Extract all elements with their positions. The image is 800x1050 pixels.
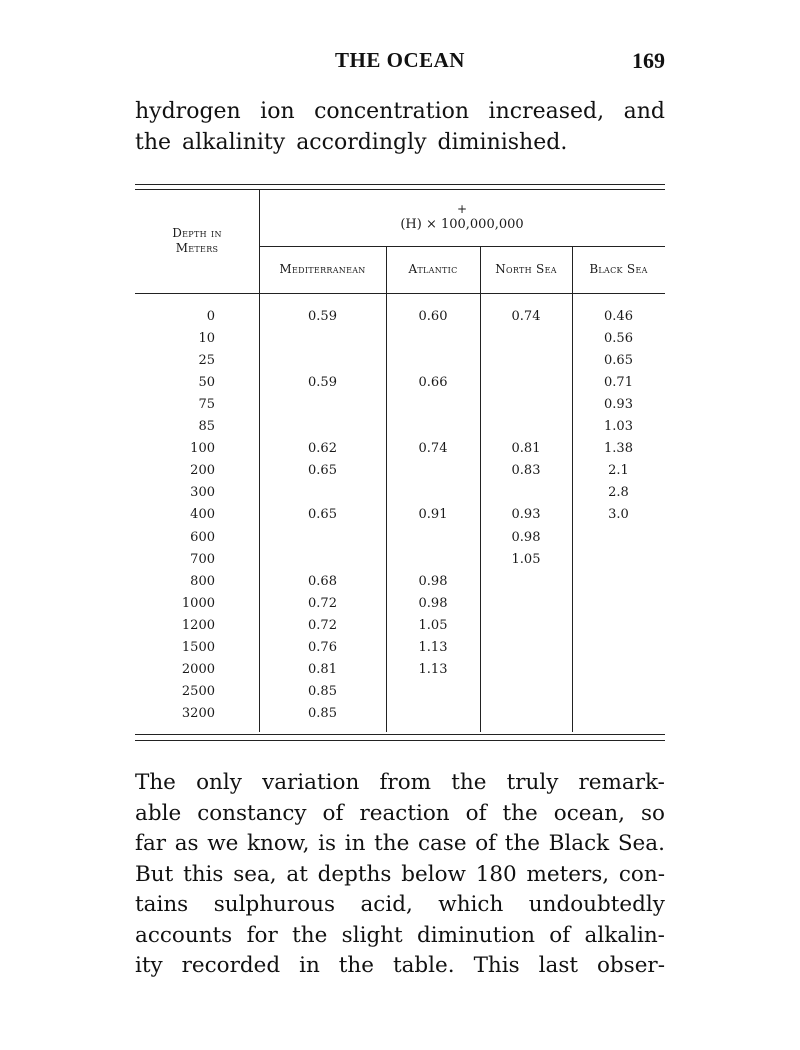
column-header-black-sea: Black Sea — [589, 262, 648, 276]
value-cell: 0.72 — [308, 595, 337, 611]
word: alkalin- — [584, 922, 665, 948]
depth-concentration-table — [135, 180, 665, 750]
word: increased, — [488, 99, 605, 124]
depth-cell: 75 — [198, 397, 215, 413]
word: is — [318, 831, 337, 856]
table-bottom-rule-2 — [135, 740, 665, 741]
value-cell: 0.46 — [604, 309, 633, 324]
word: of — [475, 831, 497, 856]
paragraph-top — [135, 96, 665, 158]
depth-cell: 25 — [198, 353, 215, 369]
depth-cell: 50 — [198, 375, 215, 391]
word: from — [379, 770, 432, 795]
word: the — [451, 770, 487, 795]
word: diminished. — [437, 130, 568, 155]
word: the — [292, 922, 328, 948]
word: the — [504, 831, 540, 856]
column-header-atlantic: Atlantic — [408, 262, 458, 276]
value-cell: 0.98 — [418, 595, 448, 611]
header-bottom-rule — [135, 293, 665, 294]
depth-cell: 85 — [198, 419, 215, 435]
column-divider-3 — [572, 246, 573, 732]
column-divider-1 — [386, 246, 387, 732]
word: of — [549, 922, 571, 948]
value-cell: 0.74 — [511, 309, 541, 324]
word: in — [344, 831, 366, 856]
depth-header-line2: Meters — [175, 241, 219, 255]
value-cell: 0.56 — [604, 331, 633, 347]
word: alkalinity — [182, 130, 286, 155]
depth-cell: 1200 — [181, 617, 215, 633]
word: last — [538, 953, 578, 978]
page-header — [135, 48, 665, 78]
value-cell: 0.74 — [418, 441, 448, 457]
running-title: THE OCEAN — [335, 48, 465, 72]
depth-cell: 800 — [190, 573, 215, 589]
depth-cell: 200 — [190, 463, 215, 479]
depth-cell: 400 — [190, 507, 215, 523]
word: ocean, — [553, 800, 625, 826]
value-cell: 0.93 — [511, 507, 541, 523]
value-cell: 0.59 — [308, 375, 337, 391]
word: know, — [246, 831, 310, 856]
value-cell: 0.66 — [418, 375, 448, 391]
word: table. — [392, 953, 455, 978]
value-cell: 1.03 — [604, 419, 633, 435]
paragraph-bottom — [135, 768, 665, 982]
word: the — [338, 953, 374, 978]
text-line — [135, 96, 665, 127]
text-line — [135, 951, 665, 982]
word: of — [465, 800, 487, 826]
value-cell: 0.65 — [604, 353, 633, 369]
value-cell: 0.81 — [511, 441, 541, 457]
value-cell: 0.59 — [308, 309, 337, 324]
value-cell: 2.8 — [608, 485, 629, 501]
word: con- — [618, 861, 665, 887]
word: far — [135, 831, 167, 856]
depth-column-divider — [259, 190, 260, 732]
depth-cell: 10 — [198, 331, 215, 347]
word: obser- — [596, 953, 665, 978]
page-number: 169 — [632, 48, 665, 73]
group-header-plus: + — [456, 202, 468, 216]
word: able — [135, 800, 182, 826]
word: for — [246, 922, 278, 948]
column-header-north-sea: North Sea — [495, 262, 557, 276]
word: which — [438, 892, 504, 917]
word: ion — [260, 99, 295, 124]
value-cell: 0.93 — [604, 397, 633, 413]
word: accordingly — [296, 130, 427, 155]
value-cell: 0.65 — [308, 463, 337, 479]
value-cell: 0.85 — [308, 705, 337, 721]
value-cell: 0.60 — [418, 309, 448, 324]
word: slight — [341, 922, 403, 948]
depth-cell: 2000 — [181, 661, 215, 677]
value-cell: 1.05 — [418, 617, 448, 633]
depth-cell: 1500 — [181, 639, 215, 655]
text-line — [135, 799, 665, 830]
value-cell: 2.1 — [608, 463, 629, 479]
word: recorded — [181, 953, 281, 978]
word: the — [502, 800, 538, 826]
value-cell: 1.13 — [418, 661, 448, 677]
depth-cell: 100 — [190, 441, 215, 457]
text-line — [135, 127, 665, 158]
word: below — [401, 861, 466, 887]
value-cell: 0.62 — [308, 441, 337, 457]
word: the — [135, 130, 172, 155]
word: truly — [506, 770, 559, 795]
word: Black — [548, 831, 610, 856]
word: case — [417, 831, 467, 856]
word: constancy — [197, 800, 307, 826]
column-header-mediterranean: Mediterranean — [279, 262, 366, 276]
word: this — [183, 861, 224, 887]
word: remark- — [578, 770, 665, 795]
word: But — [135, 861, 174, 887]
word: undoubtedly — [528, 892, 665, 917]
depth-cell: 600 — [190, 529, 215, 545]
value-cell: 3.0 — [608, 507, 629, 523]
text-line — [135, 890, 665, 921]
depth-cell: 3200 — [181, 705, 215, 721]
value-cell: 0.91 — [418, 507, 448, 523]
word: diminution — [417, 922, 535, 948]
word: The — [135, 770, 176, 795]
value-cell: 0.85 — [308, 683, 337, 699]
word: ity — [135, 953, 163, 978]
word: sea, — [233, 861, 277, 887]
value-cell: 0.71 — [604, 375, 633, 391]
word: concentration — [314, 99, 470, 124]
value-cell: 1.38 — [604, 441, 633, 457]
text-line — [135, 921, 665, 952]
text-line — [135, 829, 665, 860]
depth-header — [135, 226, 259, 256]
group-header-rule — [259, 246, 665, 247]
text-line — [135, 768, 665, 799]
word: and — [623, 99, 665, 124]
word: tains — [135, 892, 189, 917]
word: only — [196, 770, 242, 795]
word: in — [299, 953, 320, 978]
word: hydrogen — [135, 99, 241, 124]
word: accounts — [135, 922, 233, 948]
value-cell: 0.68 — [308, 573, 337, 589]
word: of — [322, 800, 344, 826]
value-cell: 1.05 — [511, 551, 541, 567]
value-cell: 0.76 — [308, 639, 337, 655]
word: reaction — [359, 800, 450, 826]
value-cell: 0.83 — [511, 463, 541, 479]
word: acid, — [360, 892, 413, 917]
word: as — [174, 831, 199, 856]
depth-cell: 700 — [190, 551, 215, 567]
table-bottom-rule-1 — [135, 734, 665, 735]
word: Sea. — [617, 831, 665, 856]
group-header: (H) × 100,000,000 — [400, 217, 524, 232]
value-cell: 0.72 — [308, 617, 337, 633]
depth-cell: 300 — [190, 485, 215, 501]
text-line — [135, 860, 665, 891]
word: we — [207, 831, 239, 856]
word: sulphurous — [213, 892, 336, 917]
depth-cell: 1000 — [181, 595, 215, 611]
word: 180 — [475, 861, 517, 887]
value-cell: 0.65 — [308, 507, 337, 523]
value-cell: 1.13 — [418, 639, 448, 655]
word: This — [473, 953, 520, 978]
value-cell: 0.81 — [308, 661, 337, 677]
value-cell: 0.98 — [511, 529, 541, 545]
word: variation — [262, 770, 360, 795]
word: meters, — [526, 861, 610, 887]
depth-cell: 0 — [206, 309, 215, 324]
word: so — [640, 800, 665, 826]
word: the — [374, 831, 410, 856]
column-divider-2 — [480, 246, 481, 732]
value-cell: 0.98 — [418, 573, 448, 589]
depth-cell: 2500 — [181, 683, 215, 699]
word: depths — [317, 861, 392, 887]
depth-header-line1: Depth in — [172, 226, 222, 240]
word: at — [286, 861, 308, 887]
